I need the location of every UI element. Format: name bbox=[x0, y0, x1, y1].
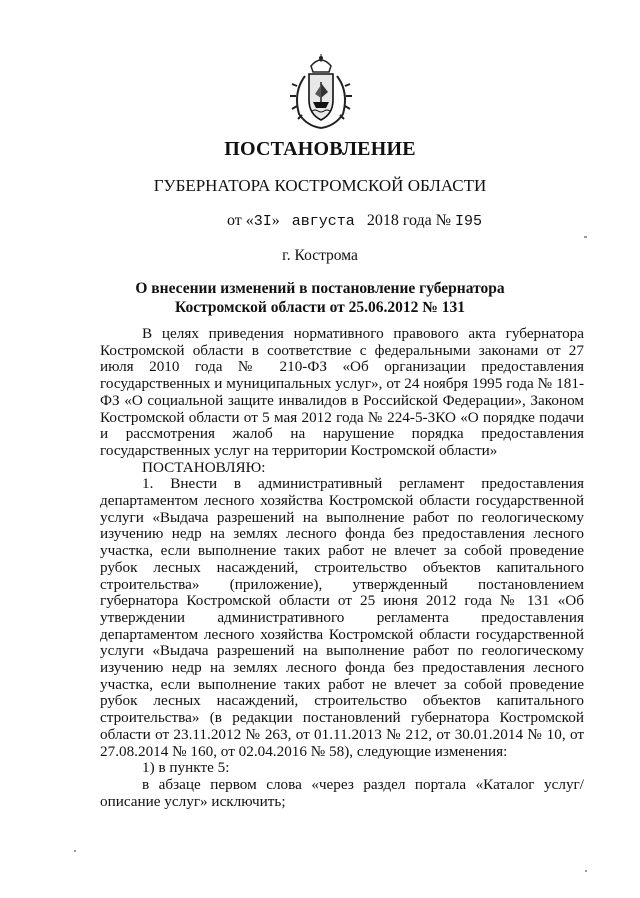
number-label: № bbox=[435, 212, 452, 229]
heading-line-2: Костромской области от 25.06.2012 № 131 bbox=[175, 299, 465, 316]
date-day-open-quote: « bbox=[245, 212, 254, 229]
coat-of-arms-icon bbox=[285, 52, 357, 132]
item-1-paragraph: 1. Внести в административный регламент предоставления департаментом лесного хозяйства Костромской области государственной услуги «Выдача разрешений на выполнение работ по геологическому изучению недр на землях лесного фонда без предоставления лесного участка, если выполнение таких работ не влечет за собой проведение рубок лесных насаждений, строительство объектов капитального строительства» (приложение), утвержденный постановлением губернатора Костромской области от 25 июня 2012 года № 131 «Об утверждении административного регламента предоставления департаментом лесного хозяйства Костромской области государственной услуги «Выдача разрешений на выполнение работ по геологическому изучению недр на землях лесного фонда без предоставления лесного участка, если выполнение таких работ не влечет за собой проведение рубок лесных насаждений, строительство объектов капитального строительства» (в редакции постановлений губернатора Костромской области от 23.11.2012 № 263, от 01.11.2013 № 212, от 30.01.2014 № 10, от 27.08.2014 № 160, от 02.04.2016 № 58), следующие изменения: bbox=[100, 475, 584, 760]
scan-speck bbox=[74, 850, 76, 852]
subitem-1-paragraph: 1) в пункте 5: bbox=[142, 759, 230, 777]
date-day-close-quote: » bbox=[271, 212, 280, 229]
document-body bbox=[100, 326, 584, 810]
date-day: 3I bbox=[253, 213, 272, 230]
date-year: 2018 года bbox=[366, 212, 432, 229]
document-number: I95 bbox=[455, 213, 483, 230]
resolve-word: ПОСТАНОВЛЯЮ: bbox=[142, 458, 266, 476]
city: г. Кострома bbox=[282, 247, 358, 264]
document-heading bbox=[0, 279, 640, 317]
date-line bbox=[227, 212, 482, 230]
date-prefix: от bbox=[227, 212, 242, 229]
issuer: ГУБЕРНАТОРА КОСТРОМСКОЙ ОБЛАСТИ bbox=[153, 176, 487, 195]
heading-line-1: О внесении изменений в постановление губернатора bbox=[135, 280, 505, 297]
subitem-1-text-paragraph: в абзаце первом слова «через раздел портала «Каталог услуг/описание услуг» исключить; bbox=[100, 775, 584, 810]
document-title: ПОСТАНОВЛЕНИЕ bbox=[224, 138, 416, 160]
scan-speck bbox=[585, 870, 587, 872]
scan-speck bbox=[584, 236, 587, 238]
date-month: августа bbox=[291, 213, 355, 230]
preamble-paragraph: В целях приведения нормативного правового акта губернатора Костромской области в соответствие с федеральными законами от 27 июля 2010 года № 210-ФЗ «Об организации предоставления государственных и муниципальных услуг», от 24 ноября 1995 года № 181-ФЗ «О социальной защите инвалидов в Российской Федерации», Законом Костромской области от 5 мая 2012 года № 224-5-ЗКО «О порядке подачи и рассмотрения жалоб на нарушение порядка предоставления государственных услуг на территории Костромской области» bbox=[100, 325, 584, 459]
